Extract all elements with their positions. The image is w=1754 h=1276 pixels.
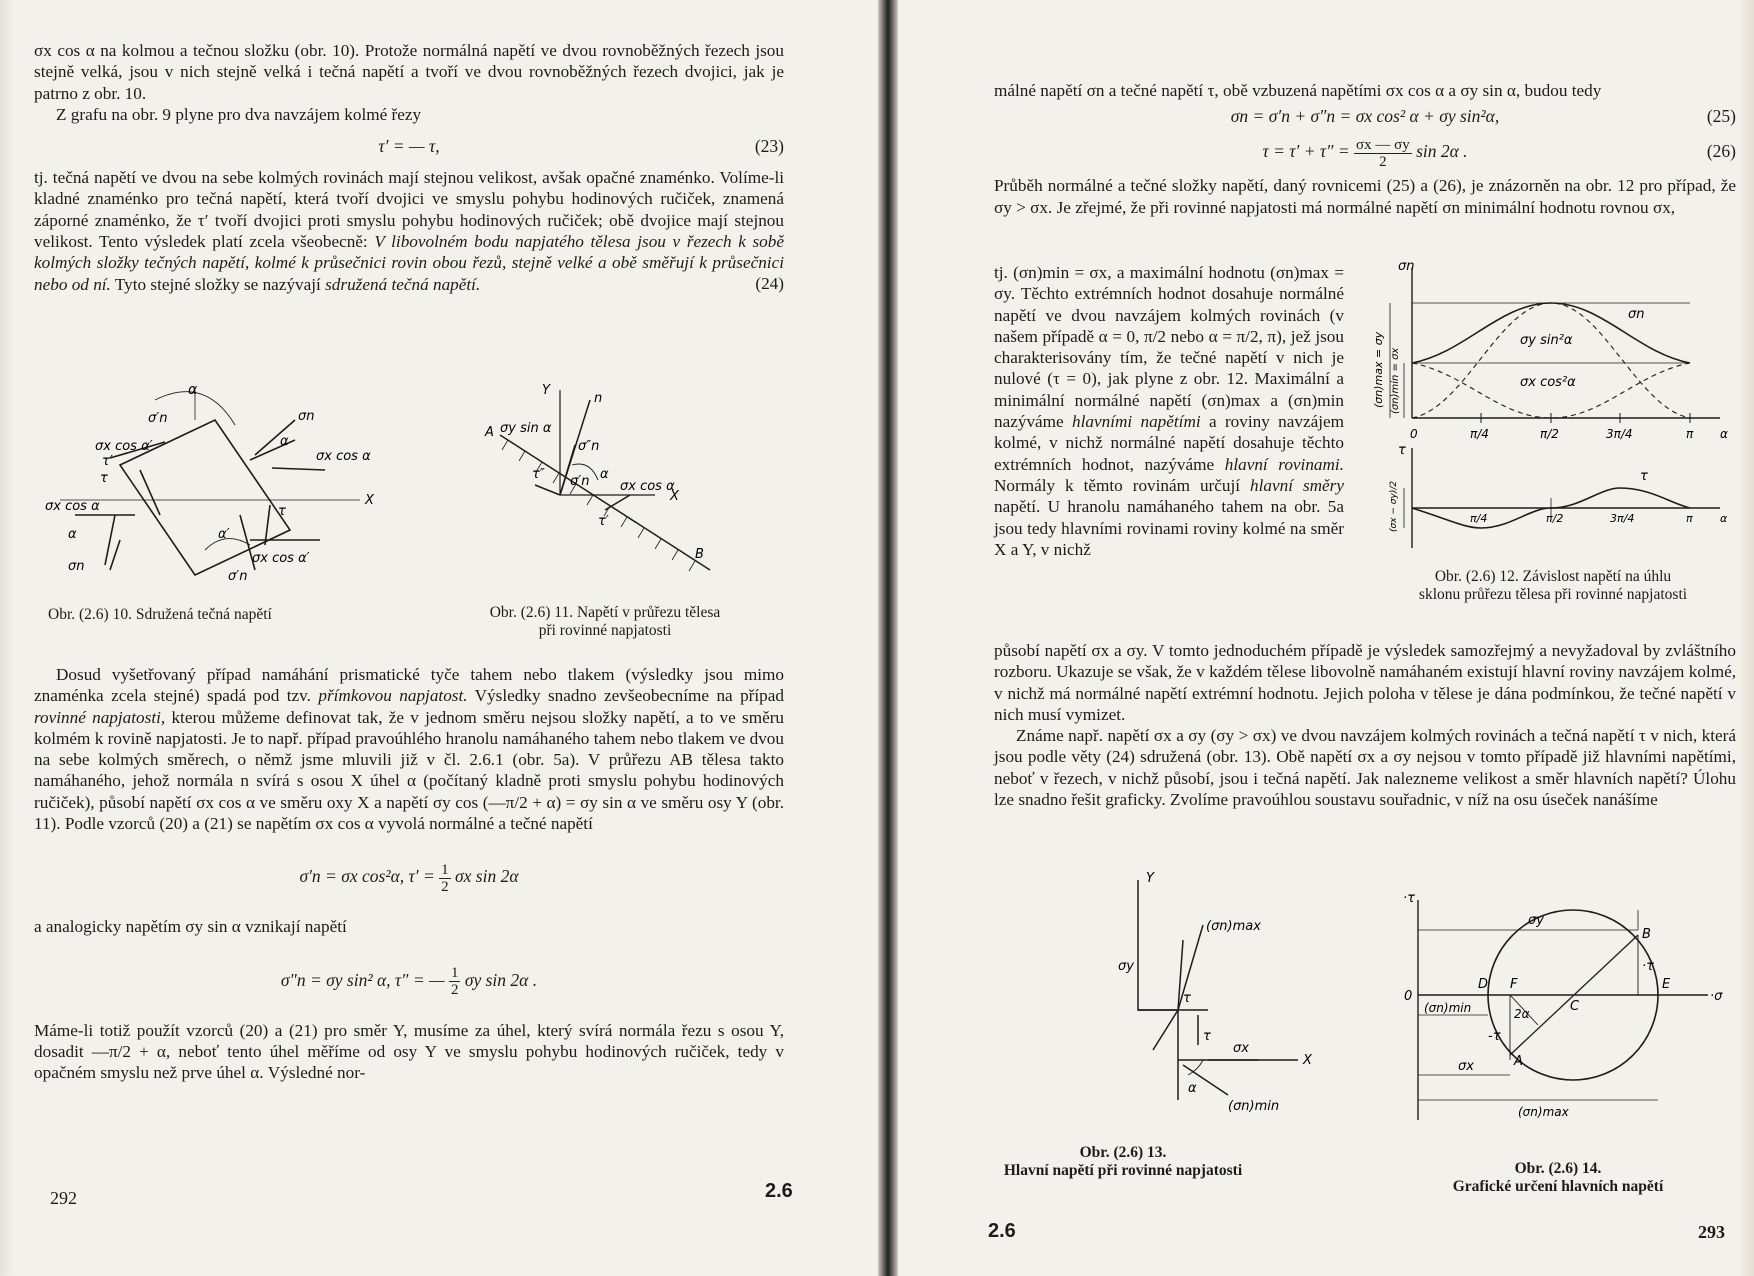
label: α bbox=[1188, 1081, 1197, 1096]
equation-text: σx sin 2α bbox=[455, 866, 519, 887]
label: σn bbox=[68, 559, 85, 574]
fraction: $\frac{1}{2}$ bbox=[441, 861, 449, 895]
equation-text: σ″n = σy sin² α, τ″ = — bbox=[280, 969, 445, 990]
section-marker: 2.6 bbox=[765, 1180, 793, 1202]
label: π/4 bbox=[1470, 512, 1488, 525]
fraction: $\frac{\sigma x — \sigma y}{2}$ bbox=[1356, 136, 1410, 170]
label: σx cos α′ bbox=[95, 439, 153, 454]
figure-12-chart bbox=[1370, 258, 1740, 558]
label: σx cos²α bbox=[1520, 375, 1576, 390]
paragraph: Z grafu na obr. 9 plyne pro dva navzájem kolmé řezy bbox=[56, 104, 422, 124]
left-text-bottom bbox=[34, 664, 784, 1084]
label: (σn)max bbox=[1518, 1105, 1569, 1119]
paragraph: Známe např. napětí σx a σy (σy > σx) ve dvou navzájem kolmých rovinách a tečná napětí τ v nich, která jsou podle věty (24) sdružená (obr. 13). Obě napětí σx a σy nejsou v tomto případě již hlavními napětími, neboť v řezech, v nichž působí, jsou i tečná napětí. Jak nalezneme velikost a směr hlavních napětí? Úlohu lze snadno řešit graficky. Zvolíme pravoúhlou soustavu souřadnic, v níž na osu úseček nanášíme bbox=[994, 726, 1736, 810]
figure-11-diagram bbox=[480, 380, 740, 580]
right-text-top bbox=[994, 80, 1736, 218]
label: σ′n bbox=[148, 411, 168, 426]
label: σy bbox=[1118, 959, 1134, 974]
label: τ′ bbox=[598, 514, 609, 529]
label: X bbox=[670, 489, 679, 504]
figure-13-caption bbox=[898, 1144, 1348, 1180]
label: n bbox=[594, 391, 603, 406]
text-run: Výsledky snadno zevšeobecníme na případ bbox=[474, 686, 784, 706]
label: ·τ bbox=[1403, 891, 1415, 906]
equation-text: τ = τ′ + τ″ = bbox=[1262, 141, 1350, 162]
page-edge bbox=[1738, 0, 1754, 1276]
caption-line: Obr. (2.6) 14. bbox=[1514, 1160, 1602, 1177]
label: σ″n bbox=[578, 439, 600, 454]
equation-number: (23) bbox=[754, 136, 784, 157]
label: σn bbox=[1398, 259, 1415, 274]
term-run: hlavní směry bbox=[1250, 475, 1345, 495]
label: (σn)min bbox=[1424, 1001, 1472, 1015]
label: 0 bbox=[1404, 989, 1413, 1004]
figure-11-caption bbox=[430, 604, 780, 640]
equation-a bbox=[34, 856, 784, 896]
label: σx cos α bbox=[45, 499, 100, 514]
label: τ bbox=[1398, 443, 1406, 458]
label: A bbox=[1514, 1054, 1523, 1069]
caption-line: Obr. (2.6) 13. bbox=[1079, 1144, 1167, 1161]
paragraph: Průběh normálné a tečné složky napětí, daný rovnicemi (25) a (26), je znázorněn na obr. 12 pro případ, že σy > σx. Je zřejmé, že při rovinné napjatosti má normálné napětí σn minimální hodnotu rovnou σx, bbox=[994, 176, 1736, 217]
text-run: tj. (σn)min = σx, a maximální hodnotu (σn)max = σy. Těchto extrémních hodnot dosahuje normálné napětí ve dvou navzájem kolmých rovinách (v našem případě α = 0, π/2 nebo α = π/2, π), jež jsou charakterisovány tím, že tečné napětí v nich je nulové (τ = 0), jak plyne z obr. 12. Maximální a minimální normálné napětí (σn)max a (σn)min nazýváme bbox=[994, 263, 1344, 432]
figure-13-diagram bbox=[1058, 870, 1338, 1120]
figure-10-diagram bbox=[40, 380, 420, 590]
caption-line: Obr. (2.6) 12. Závislost napětí na úhlu bbox=[1434, 568, 1672, 585]
label: α bbox=[1720, 427, 1728, 441]
label: π/2 bbox=[1546, 512, 1564, 525]
label: ·σ bbox=[1710, 989, 1723, 1004]
paragraph: málné napětí σn a tečné napětí τ, obě vzbuzená napětími σx cos α a σy sin α, budou tedy bbox=[994, 81, 1602, 100]
label: τ″ bbox=[532, 467, 545, 482]
paragraph: působí napětí σx a σy. V tomto jednoduchém případě je výsledek samozřejmý a nevyžadoval by zvláštního rozboru. Ukazuje se však, že v každém tělese libovolně namáhaném existují hlavní roviny navzájem kolmé, v nichž má normálné napětí extrémní hodnotu. Jejich poloha v tělese je dána podmínkou, že tečné napětí v nich musí vymizet. bbox=[994, 641, 1736, 724]
label: B bbox=[1642, 927, 1651, 942]
equation-number-24: (24) bbox=[755, 273, 784, 293]
book-gutter bbox=[878, 0, 898, 1276]
label: τ′ bbox=[102, 454, 113, 469]
label: α bbox=[1720, 512, 1728, 525]
label: B bbox=[695, 547, 704, 562]
italic-run: V libovolném bodu napjatého tělesa jsou v řezech k sobě kolmých složky tečných napětí, kolmé k průsečnici rovin obou řezů, stejně velké a obě směřují k průsečnici nebo od ní. bbox=[34, 232, 784, 294]
label: σx cos α bbox=[620, 479, 675, 494]
term-run: přímkovou napjatost. bbox=[318, 686, 468, 706]
label: F bbox=[1510, 977, 1518, 992]
left-text-top bbox=[34, 40, 784, 294]
label: α′ bbox=[218, 527, 230, 542]
equation-23 bbox=[34, 131, 784, 161]
label: τ bbox=[100, 471, 108, 486]
label: E bbox=[1662, 977, 1671, 992]
label: σn bbox=[298, 409, 315, 424]
label: τ bbox=[1640, 469, 1648, 484]
equation-text: τ′ = — τ, bbox=[378, 136, 440, 157]
figure-14-diagram bbox=[1398, 890, 1728, 1130]
caption-line: Grafické určení hlavních napětí bbox=[1452, 1178, 1664, 1195]
term-run: hlavními napětími bbox=[1072, 412, 1201, 432]
equation-b bbox=[34, 960, 784, 1000]
page-number: 293 bbox=[1698, 1222, 1725, 1242]
label: α bbox=[280, 434, 289, 449]
term-run: sdružená tečná napětí. bbox=[325, 274, 481, 294]
label: D bbox=[1478, 977, 1489, 992]
paragraph: Máme-li totiž použít vzorců (20) a (21) pro směr Y, musíme za úhel, který svírá normála řezu s osou Y, dosadit —π/2 + α, neboť tento úhel měříme od osy Y ve smyslu pohybu hodinových ručiček, tedy v opačném smyslu než prve úhel α. Výsledné nor- bbox=[34, 1020, 784, 1083]
caption-line: při rovinné napjatosti bbox=[538, 622, 672, 639]
label: π/2 bbox=[1540, 427, 1559, 441]
equation-25 bbox=[994, 101, 1736, 131]
label: π/4 bbox=[1470, 427, 1489, 441]
text-run: a roviny navzájem kolmé, v nichž normálné napětí dosahuje těchto extrémních hodnot, nazýváme bbox=[994, 412, 1345, 474]
label: X bbox=[365, 493, 374, 508]
label: Y bbox=[1146, 871, 1154, 886]
label: σx bbox=[1233, 1041, 1249, 1056]
label: 2α bbox=[1514, 1007, 1530, 1021]
label: A bbox=[485, 425, 494, 440]
equation-text: σy sin 2α . bbox=[464, 969, 538, 990]
text-run: Dosud vyšetřovaný případ namáhání prismatické tyče tahem nebo tlakem (výsledky jsou mimo znaménka zcela stejné) spadá pod tzv. bbox=[34, 665, 784, 706]
equation-text: σ′n = σx cos²α, τ′ = bbox=[299, 866, 435, 887]
label: (σn)max bbox=[1206, 919, 1261, 934]
label: 0 bbox=[1410, 427, 1418, 441]
paragraph bbox=[34, 664, 784, 834]
label: τ bbox=[1183, 991, 1191, 1006]
page-number: 292 bbox=[50, 1188, 77, 1208]
figure-14-caption bbox=[1368, 1160, 1748, 1196]
caption-line: Obr. (2.6) 11. Napětí v průřezu tělesa bbox=[489, 604, 721, 621]
label: (σn)min bbox=[1228, 1099, 1280, 1114]
text-run: tj. tečná napětí ve dvou na sebe kolmých rovinách mají stejnou velikost, avšak opačné znaménko. Volíme-li kladné znaménko pro tečná napětí, která tvoří dvojici ve smyslu pohybu hodinových ručiček, znamená záporné znaménko, že τ′ tvoří dvojici proti smyslu pohybu hodinových ručiček; obě dvojice mají stejnou velikost. Tento výsledek platí zcela všeobecně: bbox=[34, 168, 784, 252]
label: σy sin²α bbox=[1520, 333, 1573, 348]
term-run: rovinné napjatosti, bbox=[34, 707, 166, 727]
label: σ′n bbox=[570, 474, 590, 489]
text-run: Tyto stejné složky se nazývají bbox=[114, 274, 321, 294]
label: π bbox=[1686, 512, 1693, 525]
text-run: napětí. U hranolu namáhaného tahem na obr. 5a jsou tedy hlavními rovinami roviny kolmé na směr X a Y, v nichž bbox=[994, 497, 1344, 559]
label: -τ bbox=[1488, 1029, 1501, 1044]
label: (σn)max = σy bbox=[1372, 331, 1385, 408]
page-edge bbox=[0, 0, 14, 1276]
label: ·τ bbox=[1642, 959, 1654, 974]
paragraph: σx cos α na kolmou a tečnou složku (obr. 10). Protože normálná napětí ve dvou rovnoběžných řezech jsou stejně velká, jsou v nich stejně velká i tečná napětí a tvoří ve dvou rovnoběžných řezech dvojici, jak je patrno z obr. 10. bbox=[34, 41, 784, 103]
label: α bbox=[600, 467, 609, 482]
label: τ bbox=[278, 504, 286, 519]
label: 3π/4 bbox=[1610, 512, 1635, 525]
figure-10-caption: Obr. (2.6) 10. Sdružená tečná napětí bbox=[48, 606, 272, 623]
right-text-narrow bbox=[994, 262, 1344, 560]
label: Y bbox=[542, 383, 550, 398]
label: σ′n bbox=[228, 569, 248, 584]
label: α bbox=[188, 382, 198, 398]
label: π bbox=[1686, 427, 1694, 441]
paragraph: a analogicky napětím σy sin α vznikají napětí bbox=[34, 917, 347, 937]
text-run: kterou můžeme definovat tak, že v jednom směru nejsou složky napětí, a to ve směru kolmém k rovině napjatosti. Je to např. případ pravoúhlého hranolu namáhaného tahem nebo tlakem ve dvou na sebe kolmých směrech, o němž jsme mluvili již v čl. 2.6.1 (obr. 5a). V průřezu AB tělesa takto namáhaného, jehož normála n svírá s osou X úhel α (počítaný kladně proti smyslu pohybu hodinových ručiček), působí napětí σx cos α ve směru oxy X a napětí σy cos (—π/2 + α) = σy sin α ve směru osy Y (obr. 11). Podle vzorců (20) a (21) se napětím σx cos α vyvolá normálné a tečné napětí bbox=[34, 707, 785, 834]
equation-26 bbox=[994, 131, 1736, 171]
paragraph bbox=[994, 262, 1344, 560]
label: (σn)min = σx bbox=[1390, 347, 1401, 414]
equation-number: (25) bbox=[1706, 106, 1736, 127]
label: σy bbox=[1528, 913, 1544, 928]
label: (σx − σy)/2 bbox=[1389, 480, 1399, 532]
caption-line: sklonu průřezu tělesa při rovinné napjatosti bbox=[1418, 586, 1688, 603]
right-text-bottom bbox=[994, 640, 1736, 810]
label: σx cos α bbox=[316, 449, 371, 464]
label: 3π/4 bbox=[1606, 427, 1633, 441]
figure-12-caption bbox=[1366, 568, 1740, 604]
label: σx bbox=[1458, 1059, 1474, 1074]
label: σy sin α bbox=[500, 421, 552, 436]
fraction: $\frac{1}{2}$ bbox=[450, 965, 459, 999]
label: X bbox=[1303, 1053, 1312, 1068]
right-page bbox=[898, 0, 1754, 1276]
label: σx cos α′ bbox=[252, 551, 310, 566]
label: C bbox=[1570, 999, 1580, 1014]
label: σn bbox=[1628, 307, 1645, 322]
label: τ bbox=[1203, 1029, 1211, 1044]
section-marker: 2.6 bbox=[988, 1220, 1016, 1242]
label: α bbox=[68, 527, 77, 542]
text-run: Normály k těmto rovinám určují bbox=[994, 475, 1241, 495]
equation-number: (26) bbox=[1706, 141, 1736, 162]
equation-text: sin 2α . bbox=[1416, 141, 1468, 162]
equation-text: σn = σ′n + σ″n = σx cos² α + σy sin²α, bbox=[1230, 106, 1500, 127]
term-run: hlavní rovinami. bbox=[1224, 454, 1345, 474]
caption-line: Hlavní napětí při rovinné napjatosti bbox=[1003, 1162, 1243, 1179]
